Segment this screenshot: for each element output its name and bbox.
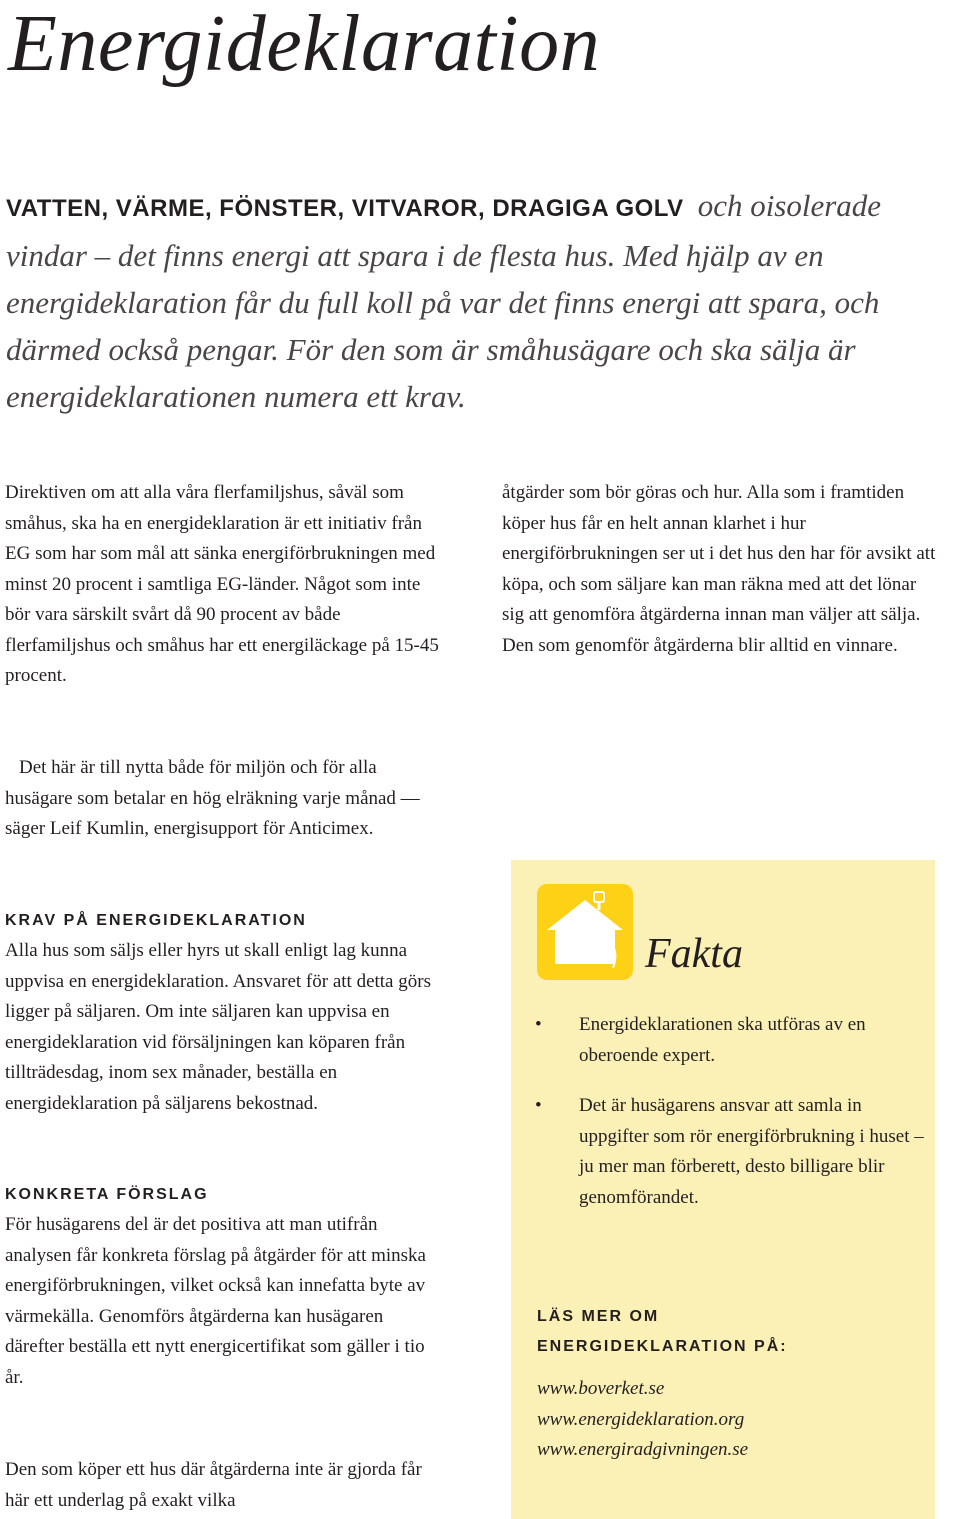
fact-box-title: Fakta [645,931,743,977]
section-heading: KRAV PÅ ENERGIDEKLARATION [5,912,307,929]
fact-list [530,1010,930,1233]
section-heading: KONKRETA FÖRSLAG [5,1186,209,1203]
intro-paragraph-left: Direktiven om att alla våra flerfamiljshus, såväl som småhus, ska ha en energideklaration är ett initiativ från EG som har som mål att sänka energiförbrukningen med minst 20 procent i samtliga EG-länder. Något som inte bör vara särskilt svårt då 90 procent av både flerfamiljshus och småhus har ett energiläckage på 15-45 procent. [5,482,439,686]
quote-paragraph: Det här är till nytta både för miljön och för alla husägare som betalar en hög elräkning varje månad — säger Leif Kumlin, energisupport för Anticimex. [5,757,420,839]
lead-caps: VATTEN, VÄRME, FÖNSTER, VITVAROR, DRAGIGA GOLV [6,195,684,222]
section-krav [5,906,445,1119]
list-item [530,1091,930,1213]
lead-paragraph [6,182,960,420]
link-energideklaration[interactable]: www.energideklaration.org [537,1408,745,1430]
section-text: För husägarens del är det positiva att man utifrån analysen får konkreta förslag på åtgärder för att minska energiförbrukningen, vilket också kan innefatta byte av värmekälla. Genomförs åtgärderna kan husägaren därefter beställa ett nytt energicertifikat som gäller i tio år. [5,1214,426,1388]
read-more-heading-2: ENERGIDEKLARATION PÅ: [537,1338,788,1355]
closing-paragraph: Den som köper ett hus där åtgärderna inte är gjorda får här ett underlag på exakt vilka [5,1459,422,1511]
read-more-heading-1: LÄS MER OM [537,1308,660,1325]
lead-text: och oisolerade vindar – det finns energi att spara i de flesta hus. Med hjälp av en energideklaration får du full koll på var det finns energi att spara, och därmed också pengar. För den som är småhusägare och ska sälja är energideklarationen numera ett krav. [6,188,882,414]
intro-paragraph-right: åtgärder som bör göras och hur. Alla som i framtiden köper hus får en helt annan klarhet i hur energiförbrukningen ser ut i det hus den har för avsikt att köpa, och som säljare kan man räkna med att det lönar sig att genomföra åtgärderna innan man väljer att sälja. Den som genomför åtgärderna blir alltid en vinnare. [502,482,936,656]
page-title: Energideklaration [8,0,601,88]
house-plug-icon [537,884,633,980]
section-konkreta [5,1180,445,1393]
read-more [537,1302,917,1466]
bullet-icon: • [535,1095,542,1116]
link-boverket[interactable]: www.boverket.se [537,1378,665,1399]
list-item-text: Energideklarationen ska utföras av en oberoende expert. [579,1014,866,1066]
links [537,1374,917,1466]
list-item-text: Det är husägarens ansvar att samla in uppgifter som rör energiförbrukning i huset – ju mer man förberett, desto billigare blir genomförandet. [579,1095,924,1208]
section-text: Alla hus som säljs eller hyrs ut skall enligt lag kunna uppvisa en energideklaration. Ansvaret för att detta görs ligger på säljaren. Om inte säljaren kan uppvisa en energideklaration vid försäljningen kan köparen från tillträdesdag, inom sex månader, beställa en energideklaration på säljarens bekostnad. [5,940,431,1114]
list-item [530,1010,930,1071]
link-energiradgivningen[interactable]: www.energiradgivningen.se [537,1439,749,1460]
bullet-icon: • [535,1014,542,1035]
